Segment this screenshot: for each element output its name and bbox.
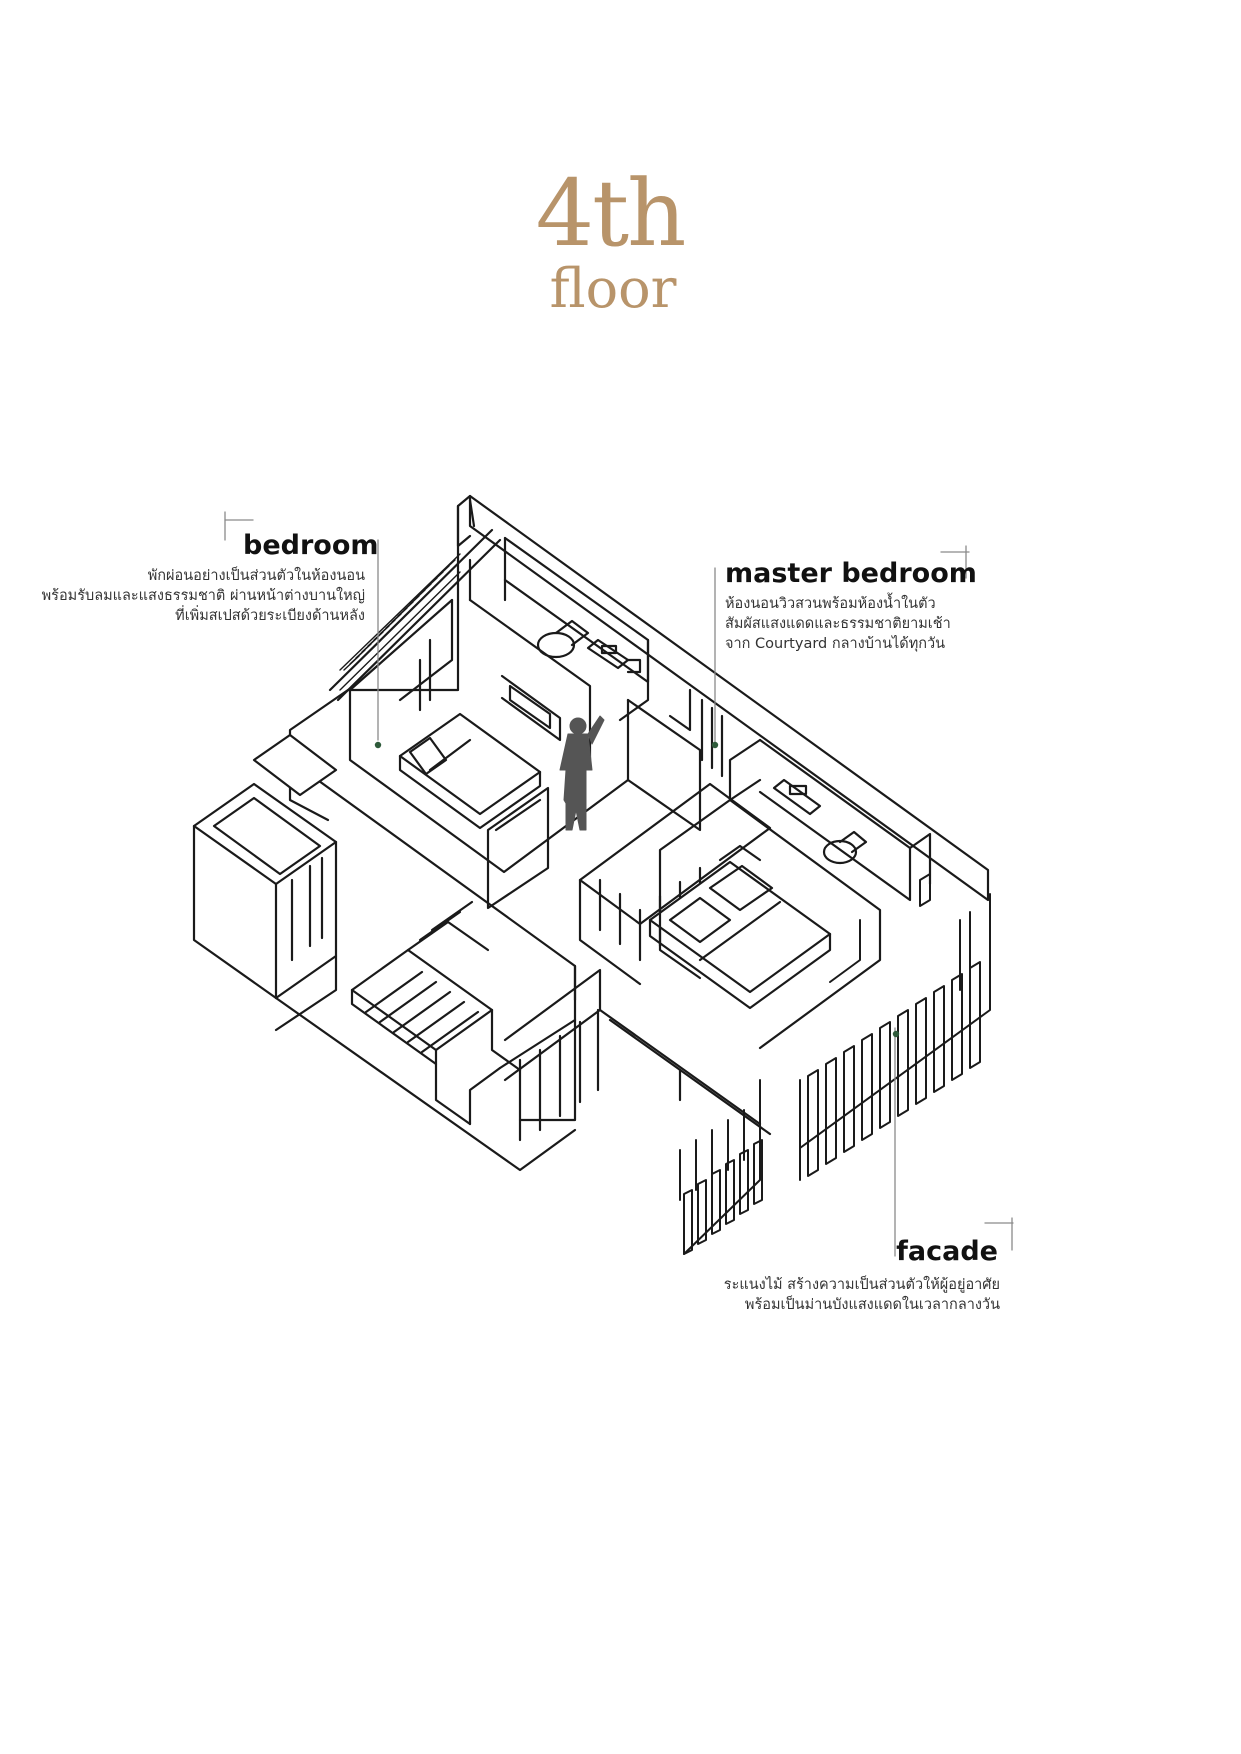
bedroom-description-line: พร้อมรับลมและแสงธรรมชาติ ผ่านหน้าต่างบานใหญ่ — [41, 588, 365, 604]
master-bedroom-label: master bedroom — [725, 558, 977, 589]
bedroom-label: bedroom — [243, 530, 379, 561]
master-bedroom-description-line: จาก Courtyard กลางบ้านได้ทุกวัน — [725, 636, 946, 652]
staircase — [352, 902, 520, 1124]
master-bedroom-description-line: ห้องนอนวิวสวนพร้อมห้องน้ำในตัว — [725, 596, 936, 612]
facade-anchor-dot — [893, 1031, 899, 1037]
human-figure-icon — [560, 716, 604, 830]
facade-label: facade — [896, 1236, 998, 1267]
facade-description-line: ระแนงไม้ สร้างความเป็นส่วนตัวให้ผู้อยู่อาศัย — [723, 1277, 1000, 1293]
facade-description-line: พร้อมเป็นม่านบังแสงแดดในเวลากลางวัน — [744, 1297, 1000, 1313]
master-bedroom-description — [725, 594, 951, 654]
facade-slats-front — [680, 1080, 762, 1254]
bedroom-description — [20, 566, 365, 626]
facade-description — [640, 1275, 1000, 1315]
master-bedroom-description-line: สัมผัสแสงแดดและธรรมชาติยามเช้า — [725, 616, 951, 632]
bedroom-description-line: พักผ่อนอย่างเป็นส่วนตัวในห้องนอน — [147, 568, 365, 584]
bedroom-description-line: ที่เพิ่มสเปสด้วยระเบียงด้านหลัง — [175, 608, 365, 624]
floor-word-title: floor — [549, 257, 677, 320]
stair-tower — [194, 735, 336, 1030]
bedroom-anchor-dot — [375, 742, 381, 748]
master-bedroom-anchor-dot — [712, 742, 718, 748]
floor-number-title: 4th — [535, 160, 685, 267]
